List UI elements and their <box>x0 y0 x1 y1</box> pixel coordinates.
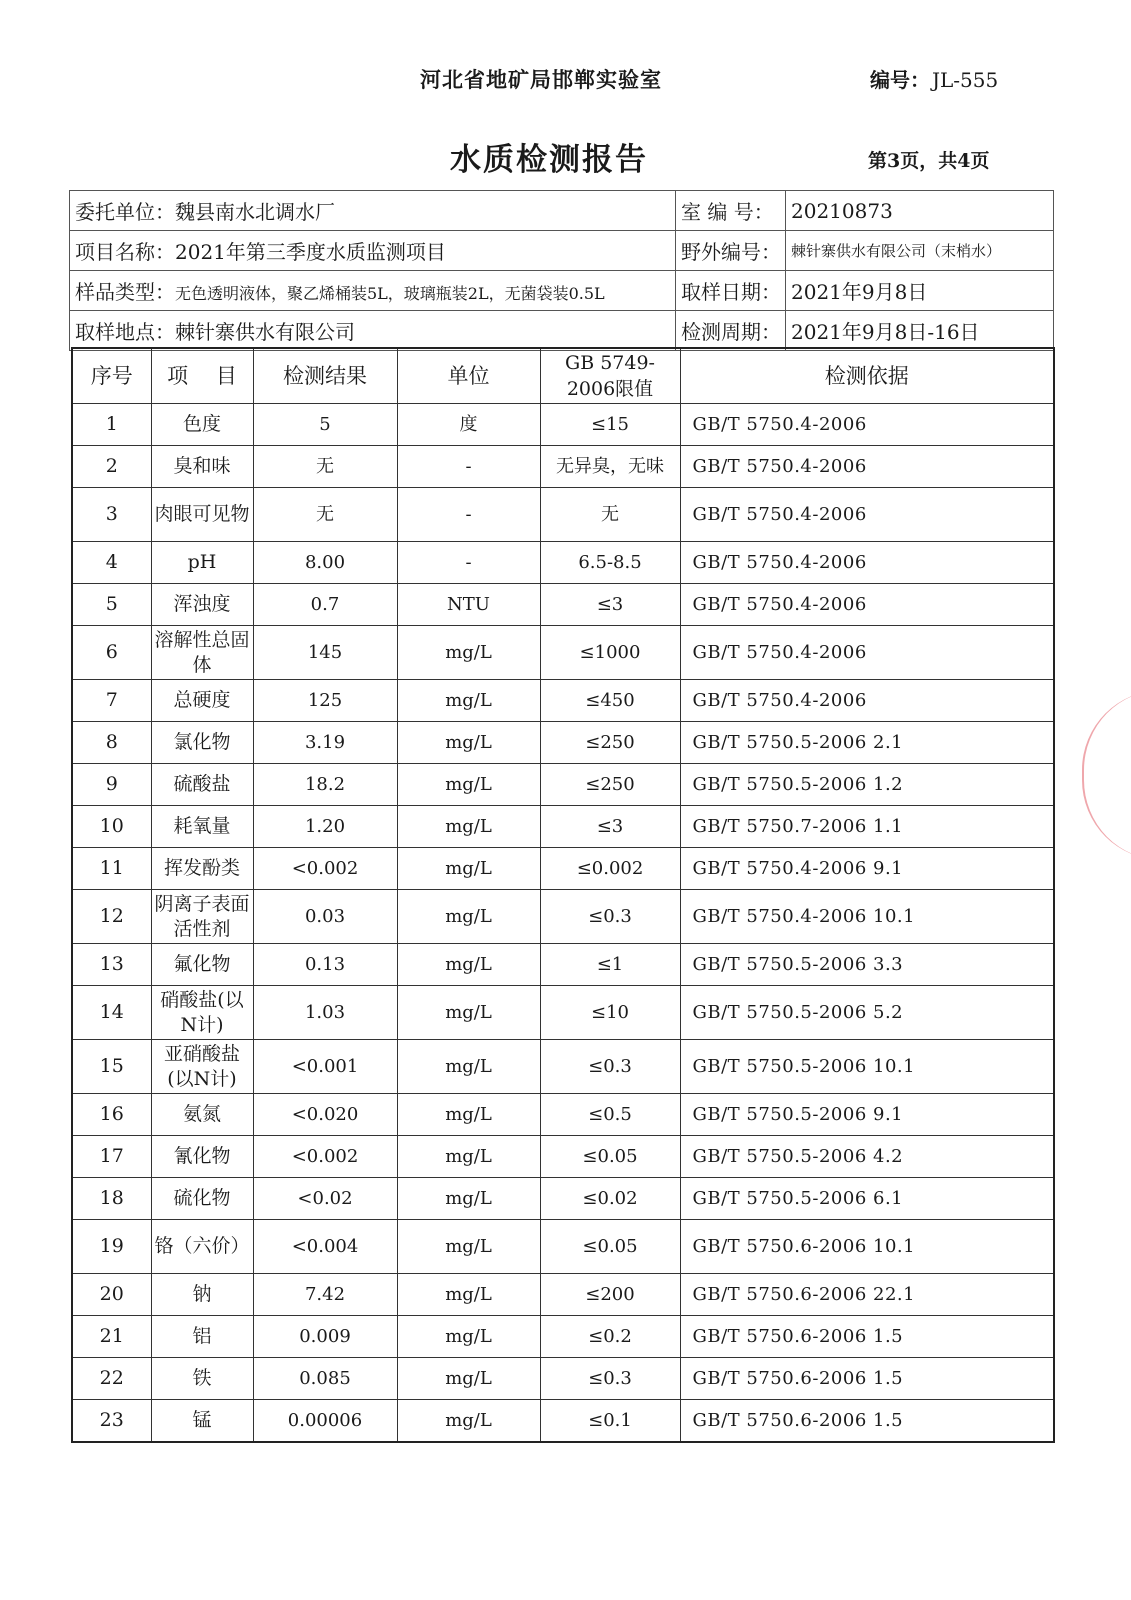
row-unit: mg/L <box>397 986 540 1040</box>
row-limit: ≤450 <box>540 680 680 722</box>
table-row <box>72 446 1054 488</box>
sample-type-cell <box>70 271 676 311</box>
row-result: <0.020 <box>253 1094 397 1136</box>
row-limit: ≤0.05 <box>540 1220 680 1274</box>
row-unit: NTU <box>397 584 540 626</box>
row-basis: GB/T 5750.4-2006 10.1 <box>680 890 1054 944</box>
row-limit: ≤0.3 <box>540 1040 680 1094</box>
row-result: 145 <box>253 626 397 680</box>
location-cell <box>70 311 676 351</box>
row-unit: mg/L <box>397 1358 540 1400</box>
row-basis: GB/T 5750.7-2006 1.1 <box>680 806 1054 848</box>
row-limit: ≤200 <box>540 1274 680 1316</box>
client-value: 魏县南水北调水厂 <box>175 200 335 224</box>
row-item: 臭和味 <box>151 446 253 488</box>
row-result: 0.7 <box>253 584 397 626</box>
row-result: 0.085 <box>253 1358 397 1400</box>
row-item: 氨氮 <box>151 1094 253 1136</box>
col-limit-header <box>540 348 680 404</box>
row-no: 3 <box>72 488 151 542</box>
row-basis: GB/T 5750.4-2006 <box>680 488 1054 542</box>
row-result: 0.13 <box>253 944 397 986</box>
row-basis: GB/T 5750.4-2006 <box>680 446 1054 488</box>
row-limit: ≤10 <box>540 986 680 1040</box>
row-item: 氟化物 <box>151 944 253 986</box>
location-value: 棘针寨供水有限公司 <box>175 320 355 344</box>
table-row <box>72 722 1054 764</box>
row-unit: - <box>397 542 540 584</box>
row-limit: ≤15 <box>540 404 680 446</box>
row-item: 钠 <box>151 1274 253 1316</box>
row-no: 10 <box>72 806 151 848</box>
row-unit: mg/L <box>397 944 540 986</box>
field-no-label: 野外编号： <box>676 231 786 271</box>
table-row <box>72 1274 1054 1316</box>
table-row <box>72 488 1054 542</box>
row-result: 18.2 <box>253 764 397 806</box>
row-unit: mg/L <box>397 1040 540 1094</box>
table-row <box>72 848 1054 890</box>
row-basis: GB/T 5750.5-2006 9.1 <box>680 1094 1054 1136</box>
row-no: 6 <box>72 626 151 680</box>
table-row <box>72 1220 1054 1274</box>
row-result: 125 <box>253 680 397 722</box>
row-basis: GB/T 5750.5-2006 4.2 <box>680 1136 1054 1178</box>
row-item: 氯化物 <box>151 722 253 764</box>
row-unit: mg/L <box>397 1274 540 1316</box>
table-row <box>72 1040 1054 1094</box>
row-basis: GB/T 5750.5-2006 6.1 <box>680 1178 1054 1220</box>
row-item: 铁 <box>151 1358 253 1400</box>
row-item: 锰 <box>151 1400 253 1443</box>
report-title: 水质检测报告 <box>450 142 648 178</box>
row-basis: GB/T 5750.6-2006 10.1 <box>680 1220 1054 1274</box>
row-no: 12 <box>72 890 151 944</box>
row-basis: GB/T 5750.4-2006 <box>680 680 1054 722</box>
row-no: 21 <box>72 1316 151 1358</box>
info-row <box>70 191 1054 231</box>
row-limit: ≤250 <box>540 722 680 764</box>
row-unit: mg/L <box>397 1400 540 1443</box>
doc-no-value: JL-555 <box>932 68 999 92</box>
row-basis: GB/T 5750.6-2006 22.1 <box>680 1274 1054 1316</box>
row-limit: ≤0.1 <box>540 1400 680 1443</box>
row-basis: GB/T 5750.5-2006 1.2 <box>680 764 1054 806</box>
row-result: 0.03 <box>253 890 397 944</box>
row-limit: ≤1 <box>540 944 680 986</box>
project-value: 2021年第三季度水质监测项目 <box>175 240 446 264</box>
org-name: 河北省地矿局邯郸实验室 <box>420 67 662 92</box>
row-item: 硫酸盐 <box>151 764 253 806</box>
room-no-value: 20210873 <box>786 191 1054 231</box>
limit-header-line1: GB 5749- <box>565 352 655 374</box>
row-no: 11 <box>72 848 151 890</box>
row-result: 3.19 <box>253 722 397 764</box>
row-no: 22 <box>72 1358 151 1400</box>
row-no: 14 <box>72 986 151 1040</box>
sample-date-label: 取样日期： <box>676 271 786 311</box>
table-row <box>72 680 1054 722</box>
row-unit: mg/L <box>397 1178 540 1220</box>
table-row <box>72 1136 1054 1178</box>
row-no: 19 <box>72 1220 151 1274</box>
row-no: 2 <box>72 446 151 488</box>
table-row <box>72 986 1054 1040</box>
row-result: <0.002 <box>253 848 397 890</box>
row-basis: GB/T 5750.6-2006 1.5 <box>680 1358 1054 1400</box>
row-result: 8.00 <box>253 542 397 584</box>
row-no: 17 <box>72 1136 151 1178</box>
row-result: 1.03 <box>253 986 397 1040</box>
row-item: 氰化物 <box>151 1136 253 1178</box>
sample-type-label: 样品类型： <box>75 280 175 304</box>
row-basis: GB/T 5750.4-2006 <box>680 584 1054 626</box>
page-info: 第3页，共4页 <box>868 150 990 172</box>
row-unit: mg/L <box>397 806 540 848</box>
info-table <box>69 190 1054 351</box>
row-limit: ≤0.2 <box>540 1316 680 1358</box>
row-limit: ≤0.05 <box>540 1136 680 1178</box>
row-result: 7.42 <box>253 1274 397 1316</box>
row-item: 溶解性总固体 <box>151 626 253 680</box>
table-row <box>72 1400 1054 1443</box>
row-limit: ≤0.02 <box>540 1178 680 1220</box>
row-item: 肉眼可见物 <box>151 488 253 542</box>
location-label: 取样地点： <box>75 320 175 344</box>
row-limit: 6.5-8.5 <box>540 542 680 584</box>
sample-type-value: 无色透明液体，聚乙烯桶装5L，玻璃瓶装2L，无菌袋装0.5L <box>175 284 605 303</box>
table-row <box>72 1178 1054 1220</box>
row-result: <0.004 <box>253 1220 397 1274</box>
row-limit: ≤250 <box>540 764 680 806</box>
row-result: 无 <box>253 488 397 542</box>
row-unit: mg/L <box>397 764 540 806</box>
row-unit: - <box>397 488 540 542</box>
row-item: 铝 <box>151 1316 253 1358</box>
row-no: 8 <box>72 722 151 764</box>
row-unit: mg/L <box>397 890 540 944</box>
row-unit: mg/L <box>397 1094 540 1136</box>
table-row <box>72 1358 1054 1400</box>
seal-stamp <box>1082 690 1131 860</box>
row-unit: mg/L <box>397 680 540 722</box>
row-limit: ≤0.3 <box>540 1358 680 1400</box>
row-unit: 度 <box>397 404 540 446</box>
row-basis: GB/T 5750.4-2006 <box>680 404 1054 446</box>
row-item: 总硬度 <box>151 680 253 722</box>
row-basis: GB/T 5750.4-2006 <box>680 542 1054 584</box>
row-unit: mg/L <box>397 848 540 890</box>
row-limit: ≤3 <box>540 806 680 848</box>
row-limit: ≤3 <box>540 584 680 626</box>
table-row <box>72 584 1054 626</box>
row-item: 亚硝酸盐(以N计) <box>151 1040 253 1094</box>
row-basis: GB/T 5750.4-2006 9.1 <box>680 848 1054 890</box>
table-row <box>72 890 1054 944</box>
row-result: <0.001 <box>253 1040 397 1094</box>
row-item: 色度 <box>151 404 253 446</box>
room-no-label: 室 编 号： <box>676 191 786 231</box>
client-cell <box>70 191 676 231</box>
sample-date-value: 2021年9月8日 <box>786 271 1054 311</box>
row-basis: GB/T 5750.5-2006 10.1 <box>680 1040 1054 1094</box>
row-unit: mg/L <box>397 1136 540 1178</box>
info-row <box>70 271 1054 311</box>
table-row <box>72 404 1054 446</box>
row-basis: GB/T 5750.6-2006 1.5 <box>680 1400 1054 1443</box>
info-row <box>70 311 1054 351</box>
row-result: 0.009 <box>253 1316 397 1358</box>
col-result-header: 检测结果 <box>253 348 397 404</box>
row-no: 9 <box>72 764 151 806</box>
row-no: 23 <box>72 1400 151 1443</box>
table-row <box>72 542 1054 584</box>
doc-no-label: 编号： <box>870 68 930 92</box>
project-cell <box>70 231 676 271</box>
row-item: 浑浊度 <box>151 584 253 626</box>
period-value: 2021年9月8日-16日 <box>786 311 1054 351</box>
row-limit: ≤0.002 <box>540 848 680 890</box>
col-item-header: 项 目 <box>151 348 253 404</box>
col-no-header: 序号 <box>72 348 151 404</box>
row-item: 铬（六价） <box>151 1220 253 1274</box>
table-row <box>72 626 1054 680</box>
row-item: 挥发酚类 <box>151 848 253 890</box>
row-no: 13 <box>72 944 151 986</box>
row-no: 4 <box>72 542 151 584</box>
table-row <box>72 944 1054 986</box>
row-unit: mg/L <box>397 1220 540 1274</box>
row-unit: mg/L <box>397 626 540 680</box>
row-result: <0.002 <box>253 1136 397 1178</box>
row-no: 1 <box>72 404 151 446</box>
row-item: 耗氧量 <box>151 806 253 848</box>
col-unit-header: 单位 <box>397 348 540 404</box>
document-number <box>870 64 998 93</box>
row-basis: GB/T 5750.4-2006 <box>680 626 1054 680</box>
row-result: 无 <box>253 446 397 488</box>
row-basis: GB/T 5750.5-2006 5.2 <box>680 986 1054 1040</box>
row-item: pH <box>151 542 253 584</box>
row-limit: ≤0.5 <box>540 1094 680 1136</box>
row-no: 5 <box>72 584 151 626</box>
row-basis: GB/T 5750.5-2006 3.3 <box>680 944 1054 986</box>
row-limit: ≤0.3 <box>540 890 680 944</box>
row-result: 0.00006 <box>253 1400 397 1443</box>
table-row <box>72 1094 1054 1136</box>
row-no: 20 <box>72 1274 151 1316</box>
field-no-value: 棘针寨供水有限公司（末梢水） <box>786 231 1054 271</box>
row-result: <0.02 <box>253 1178 397 1220</box>
row-basis: GB/T 5750.6-2006 1.5 <box>680 1316 1054 1358</box>
row-no: 7 <box>72 680 151 722</box>
project-label: 项目名称： <box>75 240 175 264</box>
row-item: 阴离子表面活性剂 <box>151 890 253 944</box>
info-row <box>70 231 1054 271</box>
table-row <box>72 806 1054 848</box>
table-row <box>72 764 1054 806</box>
row-unit: - <box>397 446 540 488</box>
row-limit: 无异臭，无味 <box>540 446 680 488</box>
period-label: 检测周期： <box>676 311 786 351</box>
row-result: 5 <box>253 404 397 446</box>
limit-header-line2: 2006限值 <box>566 378 654 400</box>
row-basis: GB/T 5750.5-2006 2.1 <box>680 722 1054 764</box>
row-unit: mg/L <box>397 1316 540 1358</box>
row-limit: 无 <box>540 488 680 542</box>
row-item: 硫化物 <box>151 1178 253 1220</box>
row-unit: mg/L <box>397 722 540 764</box>
col-basis-header: 检测依据 <box>680 348 1054 404</box>
client-label: 委托单位： <box>75 200 175 224</box>
row-no: 18 <box>72 1178 151 1220</box>
row-no: 16 <box>72 1094 151 1136</box>
row-result: 1.20 <box>253 806 397 848</box>
results-table <box>71 347 1055 1443</box>
table-row <box>72 1316 1054 1358</box>
row-item: 硝酸盐(以N计) <box>151 986 253 1040</box>
header-row <box>72 348 1054 404</box>
row-no: 15 <box>72 1040 151 1094</box>
row-limit: ≤1000 <box>540 626 680 680</box>
